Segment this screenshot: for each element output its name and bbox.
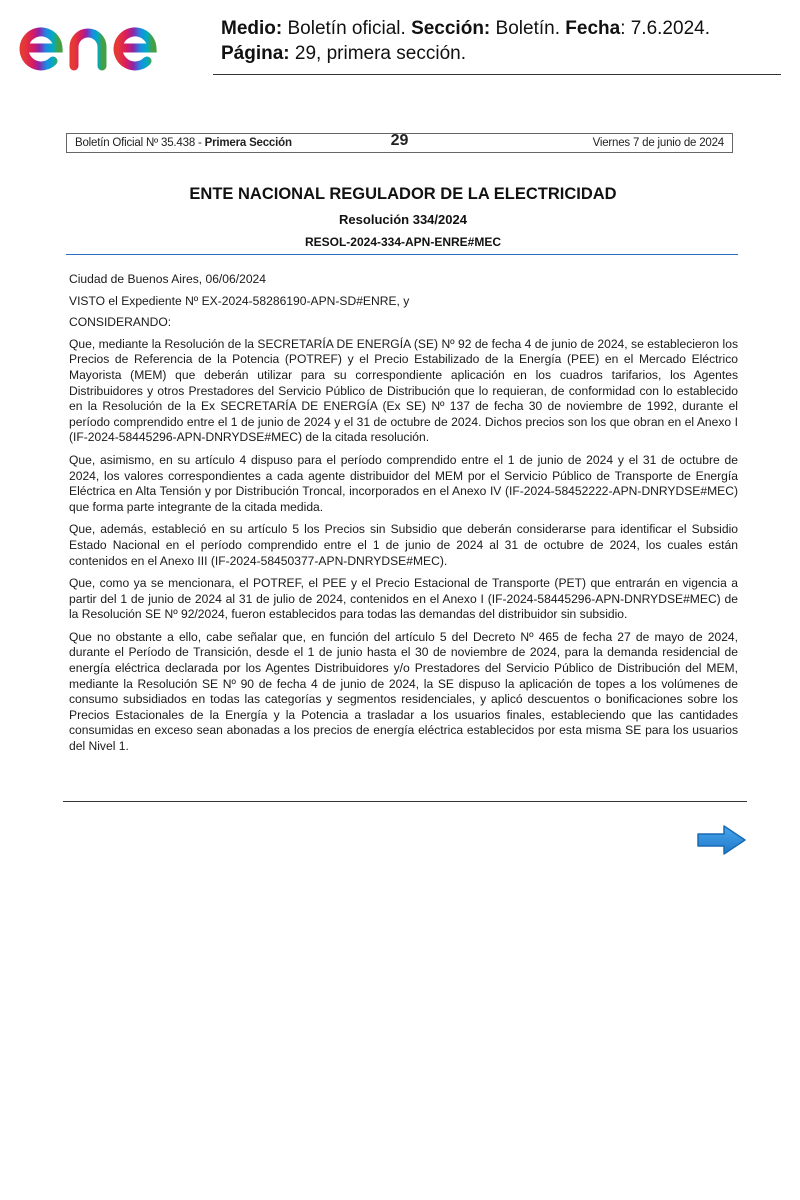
pagina-label: Página: (221, 43, 290, 64)
paragraph: Que no obstante a ello, cabe señalar que, en función del artículo 5 del Decreto Nº 465 de fecha 27 de mayo de 2024, durante el Período de Transición, desde el 1 de junio hasta el 30 de noviembre de 2024, para la demanda residencial de energía eléctrica declarada por los Agentes Distribuidores y/o Prestadores del Servicio Público de Distribución del MEM, mediante la Resolución SE Nº 90 de fecha 4 de junio de 2024, la SE dispuso la aplicación de topes a los volúmenes de consumo subsidiados en todas las categorías y segmentos residenciales, y aplicó descuentos o bonificaciones sobre los Precios Estacionales de la Energía y la Potencia a trasladar a los usuarios finales, estableciendo que las cantidades consumidas en exceso sean abonadas a los precios de energía eléctrica establecidos por esta misma SE para los usuarios del Nivel 1. (69, 629, 738, 754)
pagina-value: 29, primera sección. (289, 43, 466, 64)
bulletin-number: Boletín Oficial Nº 35.438 - (75, 137, 205, 149)
title-divider (66, 254, 738, 255)
resolution-title: Resolución 334/2024 (339, 212, 467, 227)
place-date: Ciudad de Buenos Aires, 06/06/2024 (69, 272, 267, 286)
bulletin-header (66, 133, 733, 153)
entity-title: ENTE NACIONAL REGULADOR DE LA ELECTRICIDAD (189, 185, 617, 203)
seccion-value: Boletín. (490, 18, 566, 39)
clipping-meta (221, 16, 710, 66)
visto: VISTO el Expediente Nº EX-2024-58286190-APN-SD#ENRE, y (69, 293, 410, 308)
document-body (69, 272, 738, 762)
arrow-right-icon[interactable] (694, 823, 748, 857)
considerando-heading: CONSIDERANDO: (69, 315, 172, 330)
paragraph: Que, mediante la Resolución de la SECRETARÍA DE ENERGÍA (SE) Nº 92 de fecha 4 de junio de 2024, se establecieron los Precios de Referencia de la Potencia (POTREF) y el Precio Estabilizado de la Energía (PEE) en el Mercado Eléctrico Mayorista (MEM) que deberán utilizar para su correspondiente aplicación en los cuadros tarifarios, los Agentes Distribuidores y otros Prestadores del Servicio Público de Distribución que lo requieran, de conformidad con lo establecido en la Resolución de la Ex SECRETARÍA DE ENERGÍA (Ex SE) Nº 137 de fecha 30 de noviembre de 1992, durante el período comprendido entre el 1 de junio de 2024 y el 31 de octubre de 2024. Dichos precios son los que obran en el Anexo I (IF-2024-58445296-APN-DNRYDSE#MEC) de la citada resolución. (69, 336, 738, 445)
header-divider (213, 74, 781, 75)
seccion-label: Sección: (411, 18, 491, 39)
bulletin-page-number: 29 (390, 132, 409, 149)
paragraph: Que, como ya se mencionara, el POTREF, el PEE y el Precio Estacional de Transporte (PET) que entrarán en vigencia a partir del 1 de junio de 2024 al 31 de julio de 2024, contenidos en el Anexo I (IF-2024-58445296-APN-DNRYDSE#MEC) de la Resolución SE Nº 92/2024, fueron establecidos para todas las demandas del distribuidor sin subsidio. (69, 576, 738, 622)
enel-logo (16, 6, 191, 72)
clipping-line-2 (221, 41, 710, 66)
resolution-code: RESOL-2024-334-APN-ENRE#MEC (304, 235, 502, 249)
medio-value: Boletín oficial. (282, 18, 412, 39)
medio-label: Medio: (221, 18, 283, 39)
bulletin-section: Primera Sección (204, 137, 292, 149)
clipping-line-1 (221, 16, 710, 41)
fecha-value: : 7.6.2024. (620, 18, 710, 39)
fecha-label: Fecha (565, 18, 621, 39)
paragraph: Que, además, estableció en su artículo 5 los Precios sin Subsidio que deberán considerarse para identificar el Subsidio Estado Nacional en el período comprendido entre el 1 de junio de 2024 al 31 de octubre de 2024, los cuales están contenidos en el Anexo III (IF-2024-58450377-APN-DNRYDSE#MEC). (69, 522, 738, 568)
paragraph: Que, asimismo, en su artículo 4 dispuso para el período comprendido entre el 1 de junio de 2024 y el 31 de octubre de 2024, los valores correspondientes a cada agente distribuidor del MEM por el Servicio Público de Transporte de Energía Eléctrica en Alta Tensión y por Distribución Troncal, incorporados en el Anexo IV (IF-2024-58452222-APN-DNRYDSE#MEC) que forma parte integrante de la citada medida. (69, 452, 738, 514)
bulletin-date: Viernes 7 de junio de 2024 (592, 137, 724, 149)
footer-divider (63, 801, 747, 802)
